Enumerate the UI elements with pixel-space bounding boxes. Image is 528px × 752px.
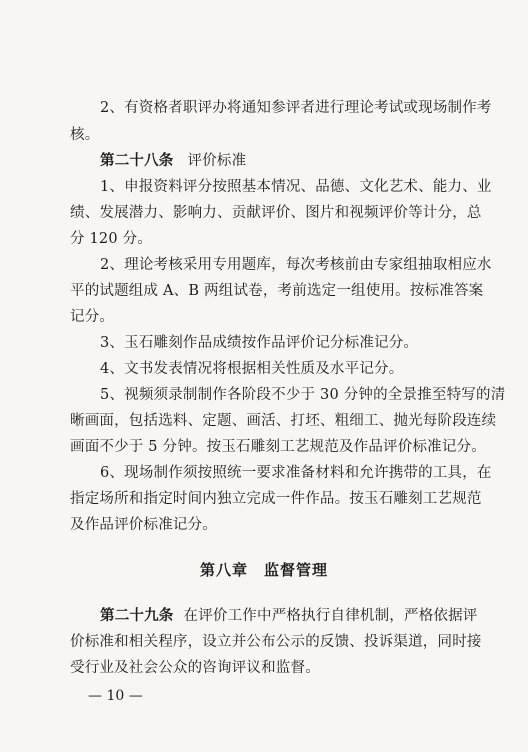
paragraph-line: 晰画面，包括选料、定题、画活、打坯、粗细工、抛光每阶段连续 <box>70 413 497 429</box>
paragraph-line: 价标准和相关程序，设立并公布公示的反馈、投诉渠道，同时接 <box>70 634 482 650</box>
paragraph-line: 1、申报资料评分按照基本情况、品德、文化艺术、能力、业 <box>100 179 492 195</box>
paragraph-line: 分 120 分。 <box>70 231 152 247</box>
paragraph-line: 记分。 <box>70 309 115 325</box>
article-28-number: 第二十八条 <box>100 152 174 169</box>
paragraph-line: 及作品评价标准记分。 <box>70 517 217 533</box>
paragraph-line: 画面不少于 5 分钟。按玉石雕刻工艺规范及作品评价标准记分。 <box>70 439 486 455</box>
paragraph-line: 4、文书发表情况将根据相关性质及水平记分。 <box>100 361 404 377</box>
paragraph-line: 指定场所和指定时间内独立完成一件作品。按玉石雕刻工艺规范 <box>70 491 482 507</box>
paragraph-line: 平的试题组成 A、B 两组试卷，考前选定一组使用。按标准答案 <box>70 283 484 299</box>
paragraph-line: 绩、发展潜力、影响力、贡献评价、图片和视频评价等计分，总 <box>70 205 482 221</box>
article-29-number: 第二十九条 <box>100 607 174 624</box>
paragraph-line: 5、视频须录制制作各阶段不少于 30 分钟的全景推至特写的清 <box>100 387 506 403</box>
article-29-first-line <box>100 606 478 626</box>
paragraph-line: 6、现场制作须按照统一要求准备材料和允许携带的工具，在 <box>100 465 492 481</box>
paragraph-line: 2、有资格者职评办将通知参评者进行理论考试或现场制作考 <box>100 100 492 116</box>
chapter-title: 第八章 监督管理 <box>199 561 328 579</box>
article-29-text: 在评价工作中严格执行自律机制，严格依据评 <box>183 608 478 624</box>
paragraph-line: 3、玉石雕刻作品成绩按作品评价记分标准记分。 <box>100 335 419 351</box>
article-28-title: 评价标准 <box>187 153 247 169</box>
page-number: — 10 — <box>88 688 143 704</box>
paragraph-line: 核。 <box>70 127 100 143</box>
article-28-heading-line <box>100 151 246 171</box>
paragraph-line: 受行业及社会公众的咨询评议和监督。 <box>70 660 320 676</box>
paragraph-line: 2、理论考核采用专用题库，每次考核前由专家组抽取相应水 <box>100 257 492 273</box>
